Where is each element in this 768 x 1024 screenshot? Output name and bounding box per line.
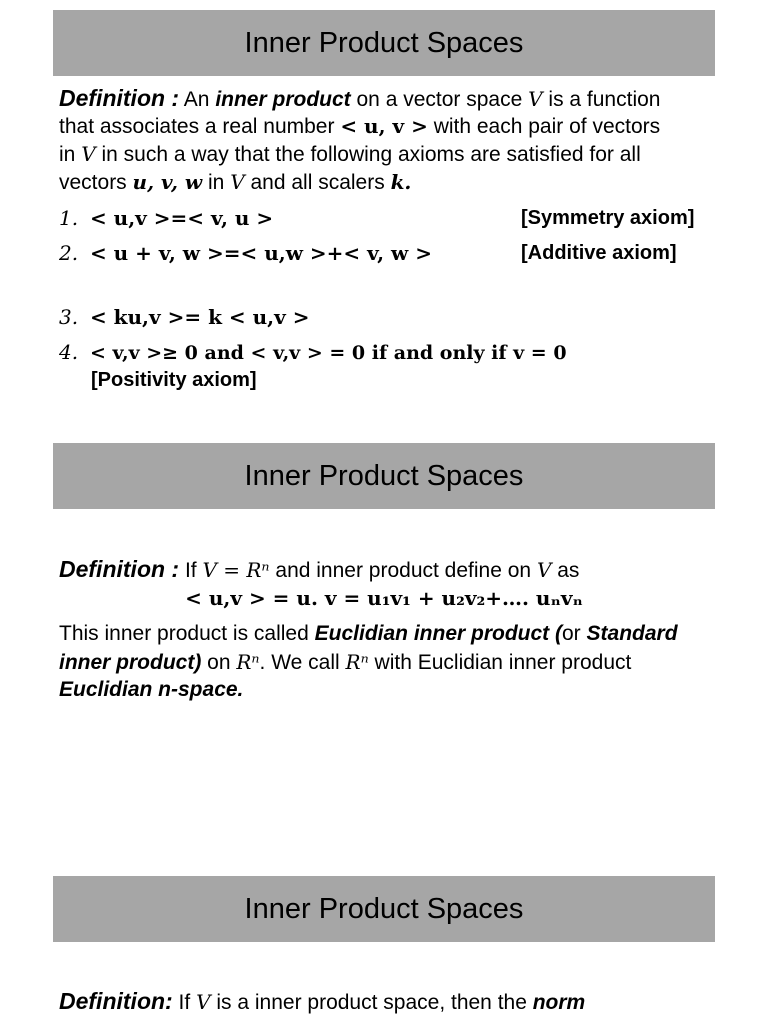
symbol-rn: Rⁿ xyxy=(345,650,369,674)
text-segment: An xyxy=(183,88,210,111)
axiom-formula: < u + v, w >=< u,w >+< v, w > xyxy=(89,241,432,265)
axiom-formula: < ku,v >= k < u,v > xyxy=(89,305,310,329)
slide-1-def-line-4 xyxy=(59,168,411,197)
math-uvw: u, v, w xyxy=(132,170,203,194)
text-segment: in xyxy=(59,143,76,166)
slide-1-def-label: Definition : xyxy=(59,85,180,111)
slide-1-title: Inner Product Spaces xyxy=(244,26,524,59)
axiom-4 xyxy=(59,338,567,367)
slide-3-def-label: Definition: xyxy=(59,988,173,1014)
slide-2-line-4: Euclidian n-space. xyxy=(59,678,244,701)
slide-2-title-banner xyxy=(53,443,715,509)
symbol-k: k. xyxy=(390,170,412,194)
slide-2-def-label: Definition : xyxy=(59,556,180,582)
text-segment: If xyxy=(178,991,191,1014)
text-segment: is a inner product space, then the xyxy=(216,991,527,1014)
text-segment: and inner product define on xyxy=(275,559,532,582)
axiom-1-tag: [Symmetry axiom] xyxy=(521,207,695,229)
text-segment: as xyxy=(557,559,580,582)
term-euclidian-inner-product: Euclidian inner product ( xyxy=(314,622,562,645)
text-segment: with each pair of vectors xyxy=(433,115,661,138)
axiom-formula: < v,v >≥ 0 and < v,v > = 0 if and only if v = 0 xyxy=(89,342,567,364)
text-segment: on a vector space xyxy=(356,88,523,111)
axiom-1 xyxy=(59,204,273,233)
axiom-2 xyxy=(59,239,432,268)
axiom-number: 2. xyxy=(59,241,79,265)
symbol-v: V xyxy=(536,558,552,582)
slide-3-def-line-1 xyxy=(59,987,585,1017)
term-standard: Standard xyxy=(586,622,678,645)
text-segment: This inner product is called xyxy=(59,622,309,645)
text-segment: If xyxy=(184,559,197,582)
text-segment: on xyxy=(207,651,231,674)
slide-3-title: Inner Product Spaces xyxy=(244,892,524,925)
slide-3-title-banner xyxy=(53,876,715,942)
term-inner-product: inner product xyxy=(215,88,351,111)
axiom-3 xyxy=(59,303,309,332)
slide-1-def-line-3 xyxy=(59,140,641,169)
text-segment: that associates a real number xyxy=(59,115,335,138)
text-segment: vectors xyxy=(59,171,127,194)
symbol-v: V xyxy=(81,142,96,166)
text-segment: with Euclidian inner product xyxy=(374,651,632,674)
text-segment: . We call xyxy=(259,651,340,674)
term-inner-product: inner product) xyxy=(59,651,202,674)
math-uv: < u, v > xyxy=(340,114,428,138)
axiom-formula: < u,v >=< v, u > xyxy=(89,206,274,230)
axiom-4-tag: [Positivity axiom] xyxy=(91,369,257,391)
slide-2-def-line-1 xyxy=(59,555,579,585)
slide-2-line-2 xyxy=(59,620,678,648)
slide-2-title: Inner Product Spaces xyxy=(244,459,524,492)
axiom-number: 1. xyxy=(59,206,79,230)
text-segment: is a function xyxy=(548,88,661,111)
symbol-rn: Rⁿ xyxy=(236,650,260,674)
axiom-number: 4. xyxy=(59,340,79,364)
slide-1-def-line-1 xyxy=(59,84,660,114)
text-segment: and all scalers xyxy=(250,171,385,194)
term-norm: norm xyxy=(532,991,586,1014)
symbol-v: V xyxy=(528,87,543,111)
axiom-number: 3. xyxy=(59,305,79,329)
text-segment: or xyxy=(562,622,581,645)
axiom-2-tag: [Additive axiom] xyxy=(521,242,677,264)
euclidean-formula: < u,v > = u. v = u₁v₁ + u₂v₂+…. uₙvₙ xyxy=(185,586,583,610)
slide-1-def-line-2 xyxy=(59,112,660,141)
symbol-v: V xyxy=(196,990,211,1014)
text-segment: in such a way that the following axioms are satisfied for all xyxy=(101,143,641,166)
slide-2-line-3 xyxy=(59,648,631,677)
math-v-rn: V = Rⁿ xyxy=(202,558,270,582)
text-segment: in xyxy=(207,171,225,194)
symbol-v: V xyxy=(230,170,245,194)
slide-1-title-banner xyxy=(53,10,715,76)
